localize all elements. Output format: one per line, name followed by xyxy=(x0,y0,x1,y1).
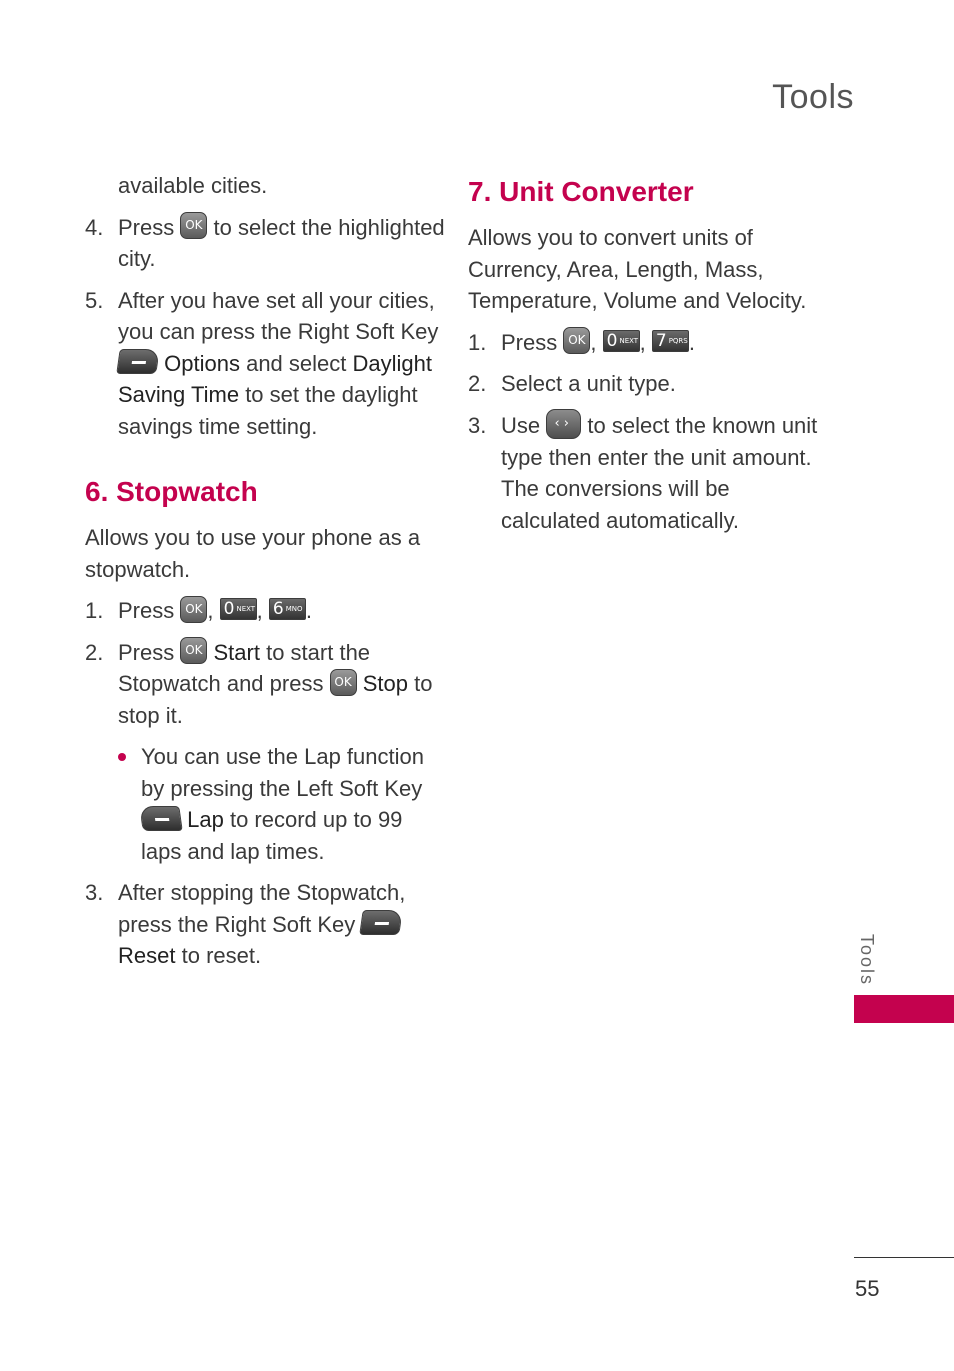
bullet-item xyxy=(118,741,445,867)
list-item-step-2 xyxy=(468,368,828,400)
list-item-step-3 xyxy=(468,410,828,537)
separator: , xyxy=(639,329,646,355)
menu-option-label: Lap xyxy=(187,807,224,832)
menu-option-label: Stop xyxy=(362,671,408,696)
separator: , xyxy=(256,598,263,623)
six-key-icon: 6 MNO xyxy=(269,598,306,620)
list-item-step-3 xyxy=(85,877,445,972)
step-text: to select the highlighted city. xyxy=(118,214,445,271)
side-tab-marker xyxy=(854,995,954,1023)
list-item-step-1 xyxy=(468,327,828,359)
left-column xyxy=(85,170,445,982)
left-soft-key-icon xyxy=(139,806,183,831)
step-text: Select a unit type. xyxy=(501,371,676,396)
right-soft-key-icon xyxy=(360,910,404,935)
step-text: Press xyxy=(118,598,175,623)
ok-key-icon: OK xyxy=(180,596,207,623)
step-number: 4. xyxy=(85,214,104,240)
bullet-text: to record up to 99 laps and lap times. xyxy=(141,807,403,864)
list-item-step-2 xyxy=(85,637,445,732)
step-text: Press xyxy=(501,329,558,355)
step-number: 2. xyxy=(85,639,104,665)
step-text: to stop it. xyxy=(118,671,433,728)
step-number: 5. xyxy=(85,287,104,313)
menu-option-label: Start xyxy=(213,639,260,665)
section-intro: Allows you to convert units of Currency, Area, Length, Mass, Temperature, Volume and Velocity. xyxy=(468,225,807,313)
continued-line: available cities. xyxy=(118,173,268,198)
right-soft-key-icon xyxy=(116,349,160,374)
step-number: 1. xyxy=(85,598,104,623)
navigation-key-icon: ‹› xyxy=(546,409,581,439)
separator: . xyxy=(305,598,312,623)
list-item-step-4 xyxy=(85,212,445,275)
step-text: Use xyxy=(501,412,541,438)
menu-option-label: Options xyxy=(164,350,240,376)
section-intro: Allows you to use your phone as a stopwatch. xyxy=(85,525,421,582)
section-heading-unit-converter: 7. Unit Converter xyxy=(468,176,694,207)
ok-key-icon: OK xyxy=(180,212,207,239)
ok-key-icon: OK xyxy=(330,669,357,696)
step-number: 3. xyxy=(468,412,487,438)
bullet-icon xyxy=(118,753,126,761)
step-text: Press xyxy=(118,639,175,665)
step-text: to select the known unit type then enter the unit amount. The conversions will be calculated automatically. xyxy=(501,412,818,533)
list-item-step-5 xyxy=(85,285,445,443)
list-item-step-1 xyxy=(85,595,445,627)
page-title: Tools xyxy=(772,78,854,116)
separator: , xyxy=(207,598,214,623)
footer-divider xyxy=(854,1257,954,1258)
zero-key-icon: 0 NEXT xyxy=(603,330,640,352)
step-number: 3. xyxy=(85,880,104,905)
step-number: 2. xyxy=(468,371,487,396)
right-column xyxy=(468,170,828,546)
step-text: to start the Stopwatch and press xyxy=(118,639,371,696)
page-number: 55 xyxy=(855,1276,880,1301)
ok-key-icon: OK xyxy=(180,637,207,664)
menu-option-label: Daylight Saving Time xyxy=(118,350,432,407)
step-text: After you have set all your cities, you can press the Right Soft Key xyxy=(118,287,439,344)
separator: . xyxy=(688,329,695,355)
ok-key-icon: OK xyxy=(563,327,590,354)
bullet-text: You can use the Lap function by pressing the Left Soft Key xyxy=(141,744,424,801)
step-text: After stopping the Stopwatch, press the Right Soft Key xyxy=(118,880,406,937)
menu-option-label: Reset xyxy=(118,943,176,968)
step-text: and select xyxy=(246,350,347,376)
step-text: to set the daylight savings time setting. xyxy=(118,382,418,439)
step-text: to reset. xyxy=(181,943,262,968)
step-text: Press xyxy=(118,214,175,240)
zero-key-icon: 0 NEXT xyxy=(220,598,257,620)
side-tab-label: Tools xyxy=(857,934,877,987)
step-number: 1. xyxy=(468,329,487,355)
section-heading-stopwatch: 6. Stopwatch xyxy=(85,476,258,507)
seven-key-icon: 7 PQRS xyxy=(652,330,689,352)
separator: , xyxy=(590,329,597,355)
